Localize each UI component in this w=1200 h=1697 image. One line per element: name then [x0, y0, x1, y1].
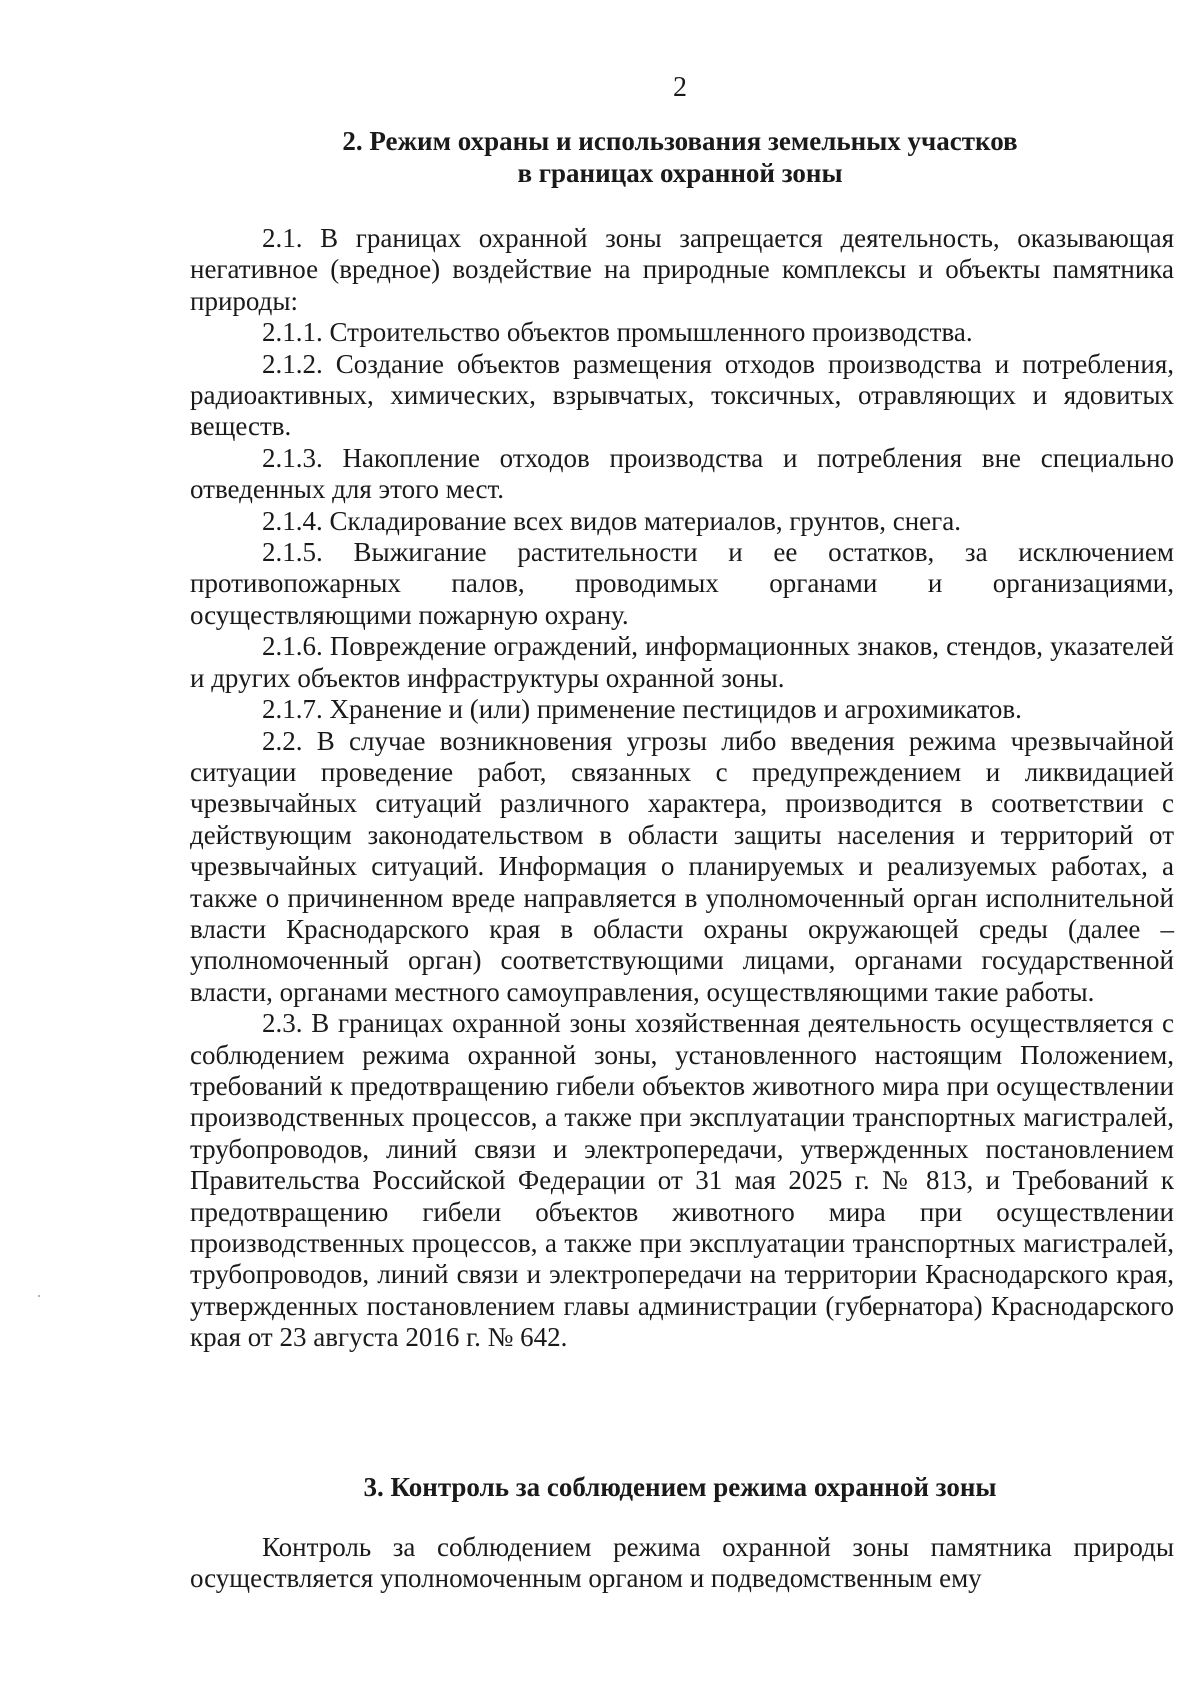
- paragraph-2-1-5: 2.1.5. Выжигание растительности и ее остатков, за исключением противопожарных палов, проводимых органами и организациями, осуществляющими пожарную охрану.: [190, 537, 1174, 630]
- paragraph-2-1: 2.1. В границах охранной зоны запрещается деятельность, оказывающая негативное (вредное) воздействие на природные комплексы и объекты памятника природы:: [190, 223, 1174, 316]
- paragraph-2-1-6: 2.1.6. Повреждение ограждений, информационных знаков, стендов, указателей и других объектов инфраструктуры охранной зоны.: [190, 631, 1174, 693]
- paragraph-2-1-3: 2.1.3. Накопление отходов производства и потребления вне специально отведенных для этого мест.: [190, 442, 1174, 505]
- scan-speck: [38, 1295, 40, 1297]
- section-2-body: [190, 223, 1174, 1354]
- paragraph-2-1-1: 2.1.1. Строительство объектов промышленного производства.: [262, 317, 973, 348]
- section-3-body: [190, 1532, 1174, 1595]
- paragraph-2-1-4: 2.1.4. Складирование всех видов материалов, грунтов, снега.: [262, 505, 961, 536]
- paragraph-2-3: 2.3. В границах охранной зоны хозяйственная деятельность осуществляется с соблюдением режима охранной зоны, установленного настоящим Положением, требований к предотвращению гибели объектов животного мира при осуществлении производственных процессов, а также при эксплуатации транспортных магистралей, трубопроводов, линий связи и электропередачи, утвержденных постановлением Правительства Российской Федерации от 31 мая 2025 г. № 813, и Требований к предотвращению гибели объектов животного мира при осуществлении производственных процессов, а также при эксплуатации транспортных магистралей, трубопроводов, линий связи и электропередачи на территории Краснодарского края, утвержденных постановлением главы администрации (губернатора) Краснодарского края от 23 августа 2016 г. № 642.: [190, 1008, 1174, 1353]
- section-3-heading: 3. Контроль за соблюдением режима охранной зоны: [363, 1472, 997, 1502]
- page-number: 2: [673, 72, 687, 103]
- paragraph-2-1-7: 2.1.7. Хранение и (или) применение пестицидов и агрохимикатов.: [262, 694, 1022, 725]
- paragraph-2-1-2: 2.1.2. Создание объектов размещения отходов производства и потребления, радиоактивных, химических, взрывчатых, токсичных, отравляющих и ядовитых веществ.: [190, 348, 1174, 442]
- section-2-heading-line2: в границах охранной зоны: [517, 158, 843, 188]
- paragraph-2-2: 2.2. В случае возникновения угрозы либо введения режима чрезвычайной ситуации проведение работ, связанных с предупреждением и ликвидацией чрезвычайных ситуаций различного характера, производится в соответствии с действующим законодательством в области защиты населения и территорий от чрезвычайных ситуаций. Информация о планируемых и реализуемых работах, а также о причиненном вреде направляется в уполномоченный орган исполнительной власти Краснодарского края в области охраны окружающей среды (далее – уполномоченный орган) соответствующими лицами, органами государственной власти, органами местного самоуправления, осуществляющими такие работы.: [190, 725, 1174, 1007]
- section-2-heading-line1: 2. Режим охраны и использования земельных участков: [342, 126, 1018, 156]
- section-2-heading: [190, 125, 1170, 189]
- paragraph-3-1: Контроль за соблюдением режима охранной зоны памятника природы осуществляется уполномоченным органом и подведомственным ему: [190, 1532, 1174, 1594]
